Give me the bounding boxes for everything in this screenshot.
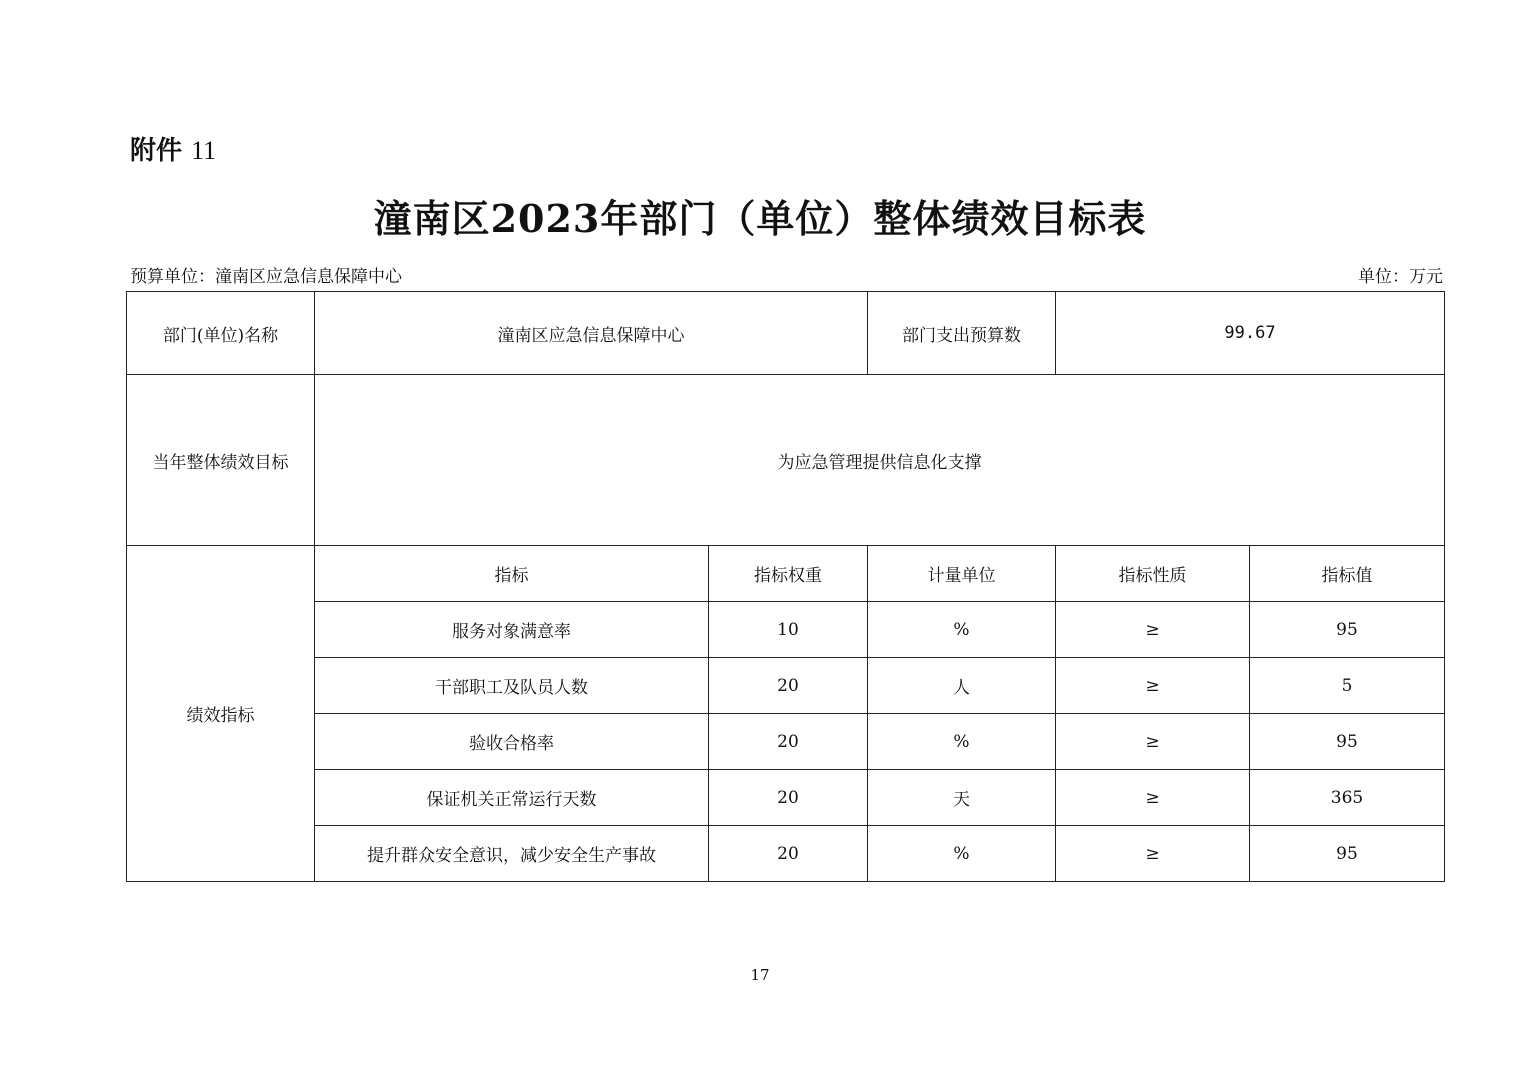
goal-row <box>127 375 1445 546</box>
indicator-nature: ≥ <box>1056 658 1250 714</box>
indicator-unit: 天 <box>868 770 1056 826</box>
column-header-weight: 指标权重 <box>709 546 868 602</box>
column-header-nature: 指标性质 <box>1056 546 1250 602</box>
table-row <box>127 770 1445 826</box>
attachment-label-text: 附件 <box>130 136 183 166</box>
indicator-name: 验收合格率 <box>315 714 709 770</box>
column-header-unit: 计量单位 <box>868 546 1056 602</box>
table-row <box>127 714 1445 770</box>
dept-name-label: 部门(单位)名称 <box>127 292 315 375</box>
attachment-label <box>130 130 216 167</box>
indicator-unit: % <box>868 714 1056 770</box>
column-header-value: 指标值 <box>1250 546 1445 602</box>
currency-unit-label: 单位：万元 <box>1358 267 1443 287</box>
indicator-name: 服务对象满意率 <box>315 602 709 658</box>
indicator-value: 95 <box>1250 714 1445 770</box>
column-header-indicator: 指标 <box>315 546 709 602</box>
indicator-name: 提升群众安全意识，减少安全生产事故 <box>315 826 709 882</box>
indicator-weight: 20 <box>709 770 868 826</box>
indicator-nature: ≥ <box>1056 826 1250 882</box>
table-row <box>127 602 1445 658</box>
budget-unit-label: 预算单位：潼南区应急信息保障中心 <box>130 267 402 287</box>
indicator-unit: % <box>868 826 1056 882</box>
indicator-nature: ≥ <box>1056 770 1250 826</box>
indicator-value: 95 <box>1250 602 1445 658</box>
indicator-weight: 10 <box>709 602 868 658</box>
goal-value: 为应急管理提供信息化支撑 <box>315 375 1445 546</box>
indicator-name: 干部职工及队员人数 <box>315 658 709 714</box>
indicator-weight: 20 <box>709 658 868 714</box>
indicator-header-row <box>127 546 1445 602</box>
indicator-value: 365 <box>1250 770 1445 826</box>
indicator-nature: ≥ <box>1056 714 1250 770</box>
dept-info-row <box>127 292 1445 375</box>
budget-label: 部门支出预算数 <box>868 292 1056 375</box>
indicator-name: 保证机关正常运行天数 <box>315 770 709 826</box>
dept-name-value: 潼南区应急信息保障中心 <box>315 292 868 375</box>
performance-table <box>126 291 1445 882</box>
table-row <box>127 826 1445 882</box>
indicator-unit: % <box>868 602 1056 658</box>
indicators-label: 绩效指标 <box>127 546 315 882</box>
indicator-value: 5 <box>1250 658 1445 714</box>
indicator-weight: 20 <box>709 826 868 882</box>
table-row <box>127 658 1445 714</box>
indicator-unit: 人 <box>868 658 1056 714</box>
page-title: 潼南区2023年部门（单位）整体绩效目标表 <box>373 196 1147 241</box>
meta-row <box>130 262 1443 287</box>
attachment-number: 11 <box>191 136 217 165</box>
page-number: 17 <box>750 966 770 984</box>
goal-label: 当年整体绩效目标 <box>127 375 315 546</box>
budget-value: 99.67 <box>1056 292 1445 375</box>
indicator-nature: ≥ <box>1056 602 1250 658</box>
indicator-weight: 20 <box>709 714 868 770</box>
indicator-value: 95 <box>1250 826 1445 882</box>
